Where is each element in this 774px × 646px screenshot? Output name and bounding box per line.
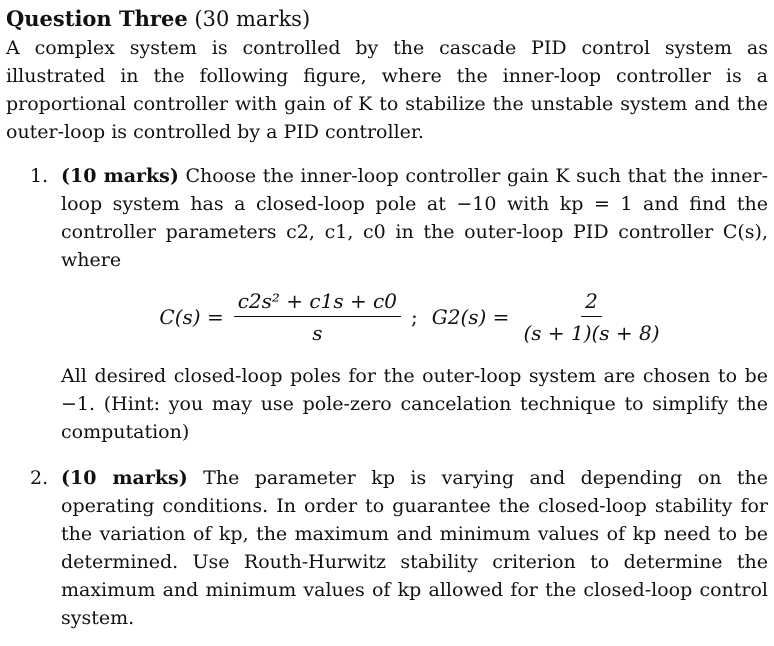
- g-lhs: G2(s) =: [431, 305, 510, 329]
- part-1-number: 1.: [30, 165, 49, 187]
- part-1-text: [61, 162, 768, 274]
- part-2-marks: (10 marks): [61, 467, 188, 489]
- part-1-after: All desired closed-loop poles for the outer-loop system are chosen to be −1. (Hint: you may use pole-zero cancelation technique to simplify the computation): [61, 365, 768, 443]
- g-numerator: 2: [581, 289, 602, 317]
- part-1-body: Choose the inner-loop controller gain K such that the inner-loop system has a closed-loop pole at −10 with kp = 1 and find the controller parameters c2, c1, c0 in the outer-loop PID controller C(s), where: [61, 165, 768, 271]
- g-fraction: [519, 289, 663, 345]
- c-numerator: c2s² + c1s + c0: [234, 289, 401, 317]
- question-heading: [6, 4, 768, 34]
- part-1: [6, 162, 768, 446]
- question-intro: A complex system is controlled by the cascade PID control system as illustrated in the following figure, where the inner-loop controller is a proportional controller with gain of K to stabilize the unstable system and the outer-loop is controlled by a PID controller.: [6, 37, 768, 143]
- question-marks: (30 marks): [194, 7, 311, 31]
- parts-list: [6, 162, 768, 632]
- question-title: Question Three: [6, 6, 188, 31]
- part-1-marks: (10 marks): [61, 165, 179, 187]
- part-2-body: The parameter kp is varying and depending on the operating conditions. In order to guarantee the closed-loop stability for the variation of kp, the maximum and minimum values of kp need to be determined. Use Routh-Hurwitz stability criterion to determine the maximum and minimum values of kp allowed for the closed-loop control system.: [61, 467, 768, 629]
- c-lhs: C(s) =: [159, 305, 224, 329]
- part-1-equation: [61, 286, 768, 348]
- part-2: [6, 464, 768, 632]
- c-denominator: s: [312, 321, 323, 345]
- equation-separator: ;: [411, 305, 418, 329]
- g-denominator: (s + 1)(s + 8): [523, 321, 660, 345]
- c-fraction: [234, 289, 401, 345]
- part-2-text: [61, 464, 768, 632]
- part-2-number: 2.: [30, 467, 49, 489]
